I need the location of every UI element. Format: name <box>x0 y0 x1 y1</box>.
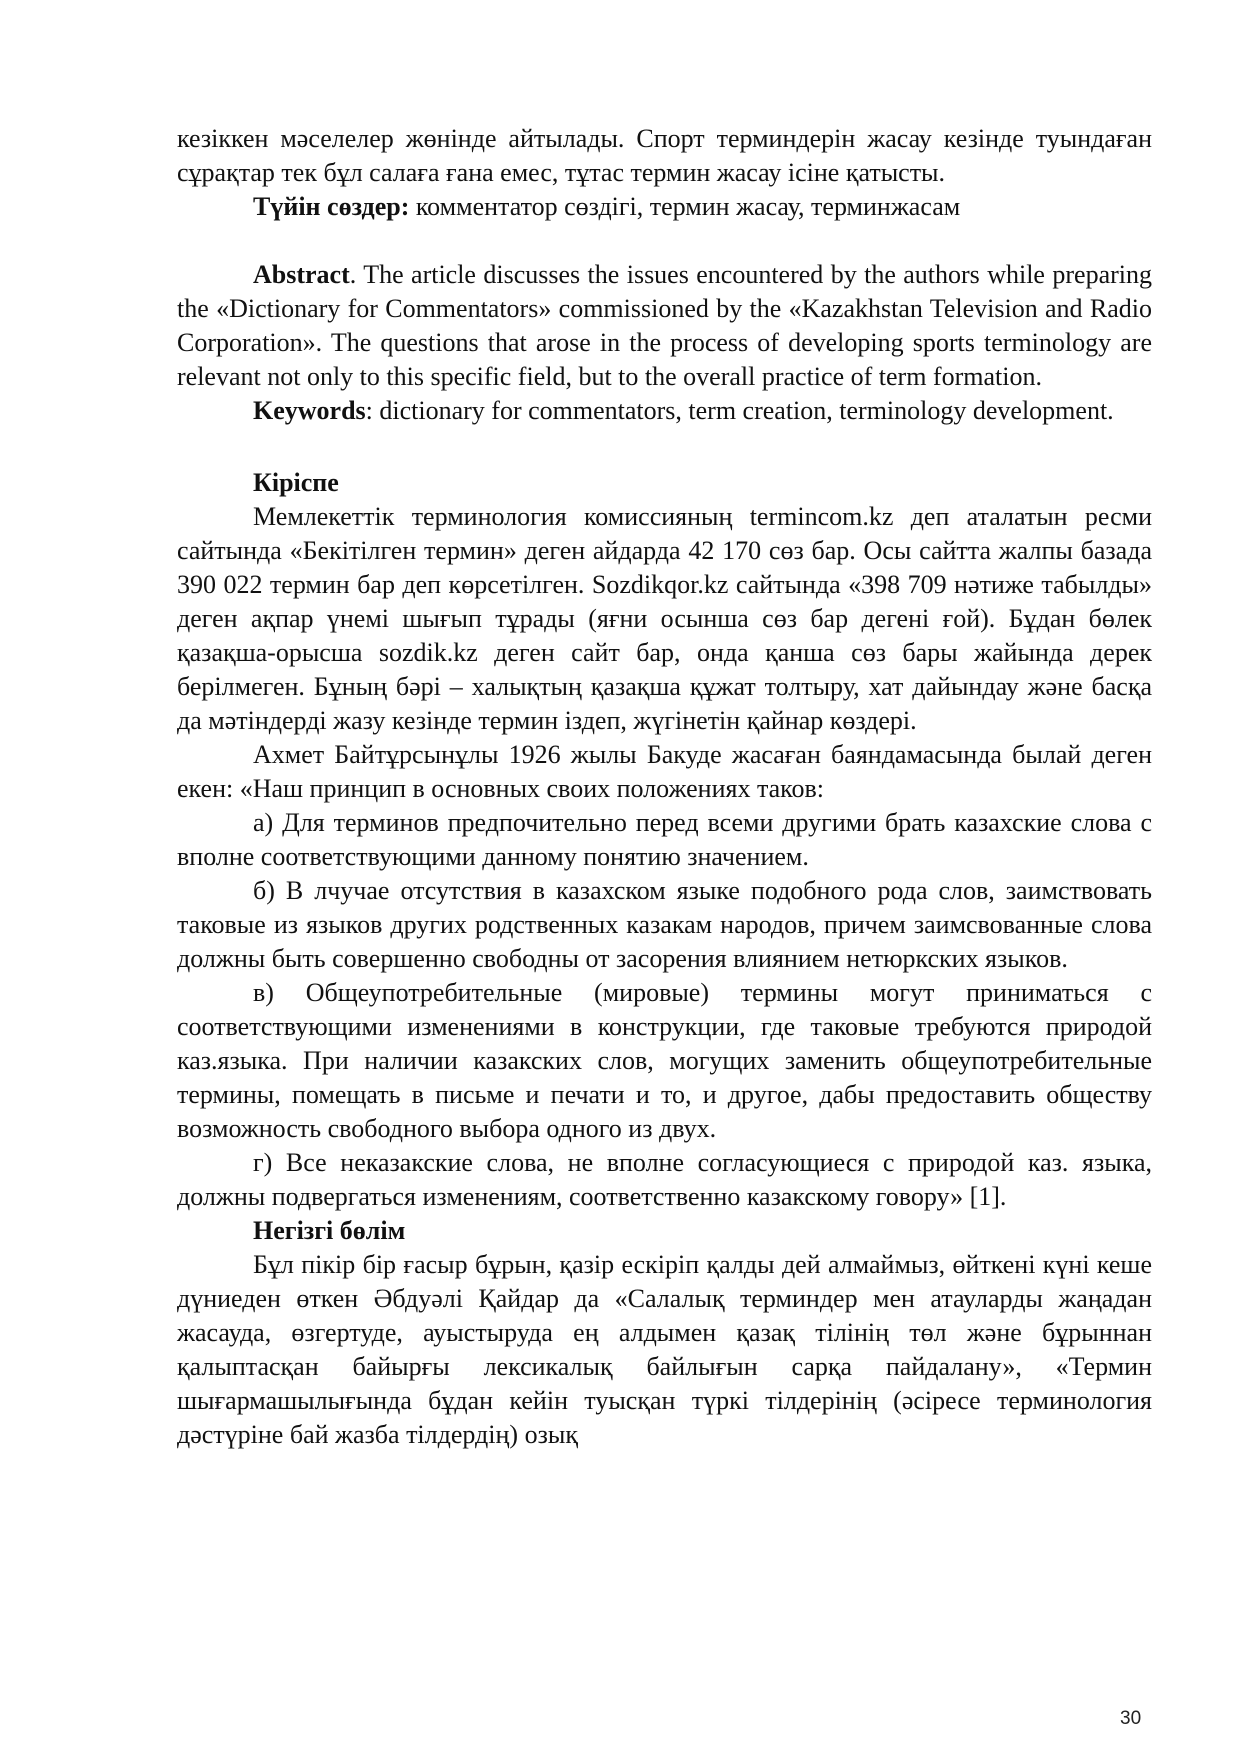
english-keywords <box>177 394 1152 428</box>
page-number: 30 <box>1120 1708 1142 1729</box>
section-heading-main-part: Негізгі бөлім <box>253 1216 406 1245</box>
quote-item-v: в) Общеупотребительные (мировые) термины могут приниматься с соответствующими изменениями в конструкции, где таковые требуются природой каз.языка. При наличии казакских слов, могущих заменить общеупотребительные термины, помещать в письме и печати и то, и другое, дабы предоставить обществу возможность свободного выбора одного из двух. <box>177 978 1152 1143</box>
quote-item-g: г) Все неказакские слова, не вполне согласующиеся с природой каз. языка, должны подвергаться изменениям, соответственно казакскому говору» [1]. <box>177 1148 1152 1211</box>
quote-item-a: а) Для терминов предпочительно перед всеми другими брать казахские слова с вполне соответствующими данному понятию значением. <box>177 808 1152 871</box>
keywords-text: : dictionary for commentators, term creation, terminology development. <box>365 396 1114 425</box>
document-page <box>177 122 1152 1452</box>
english-abstract <box>177 258 1152 394</box>
keywords-label: Keywords <box>253 396 366 425</box>
section-heading-introduction: Кіріспе <box>253 468 339 497</box>
kazakh-abstract-ending: кезіккен мәселелер жөнінде айтылады. Спорт терминдерін жасау кезінде туындаған сұрақтар тек бұл салаға ғана емес, тұтас термин жасау ісіне қатысты. <box>177 124 1152 187</box>
abstract-text: . The article discusses the issues encountered by the authors while preparing the «Dictionary for Commentators» commissioned by the «Kazakhstan Television and Radio Corporation». The questions that arose in the process of developing sports terminology are relevant not only to this specific field, but to the overall practice of term formation. <box>177 260 1152 391</box>
intro-paragraph: Ахмет Байтұрсынұлы 1926 жылы Бакуде жасаған баяндамасында былай деген екен: «Наш принцип в основных своих положениях таков: <box>177 740 1152 803</box>
kazakh-keywords-text: комментатор сөздігі, термин жасау, терминжасам <box>409 192 961 221</box>
quote-item-b: б) В лчучае отсутствия в казахском языке подобного рода слов, заимствовать таковые из языков других родственных казакам народов, причем заимсвованные слова должны быть совершенно свободны от засорения влиянием нетюркских языков. <box>177 876 1152 973</box>
abstract-label: Abstract <box>253 260 350 289</box>
intro-paragraph: Мемлекеттік терминология комиссияның termincom.kz деп аталатын ресми сайтында «Бекітілген термин» деген айдарда 42 170 сөз бар. Осы сайтта жалпы базада 390 022 термин бар деп көрсетілген. Sozdikqor.kz сайтында «398 709 нәтиже табылды» деген ақпар үнемі шығып тұрады (яғни осынша сөз бар дегені ғой). Бұдан бөлек қазақша-орысша sozdik.kz деген сайт бар, онда қанша сөз бары жайында дерек берілмеген. Бұның бәрі – халықтың қазақша құжат толтыру, хат дайындау және басқа да мәтіндерді жазу кезінде термин іздеп, жүгінетін қайнар көздері. <box>177 502 1152 735</box>
kazakh-keywords <box>177 190 1152 224</box>
kazakh-keywords-label: Түйін сөздер: <box>253 192 410 221</box>
main-paragraph: Бұл пікір бір ғасыр бұрын, қазір ескіріп қалды дей алмаймыз, өйткені күні кеше дүниеден өткен Әбдуәлі Қайдар да «Салалық терминдер мен атауларды жаңадан жасауда, өзгертуде, ауыстыруда ең алдымен қазақ тілінің төл және бұрыннан қалыптасқан байырғы лексикалық байлығын сарқа пайдалану», «Термин шығармашылығында бұдан кейін туысқан түркі тілдерінің (әсіресе терминология дәстүріне бай жазба тілдердің) озық <box>177 1250 1152 1449</box>
